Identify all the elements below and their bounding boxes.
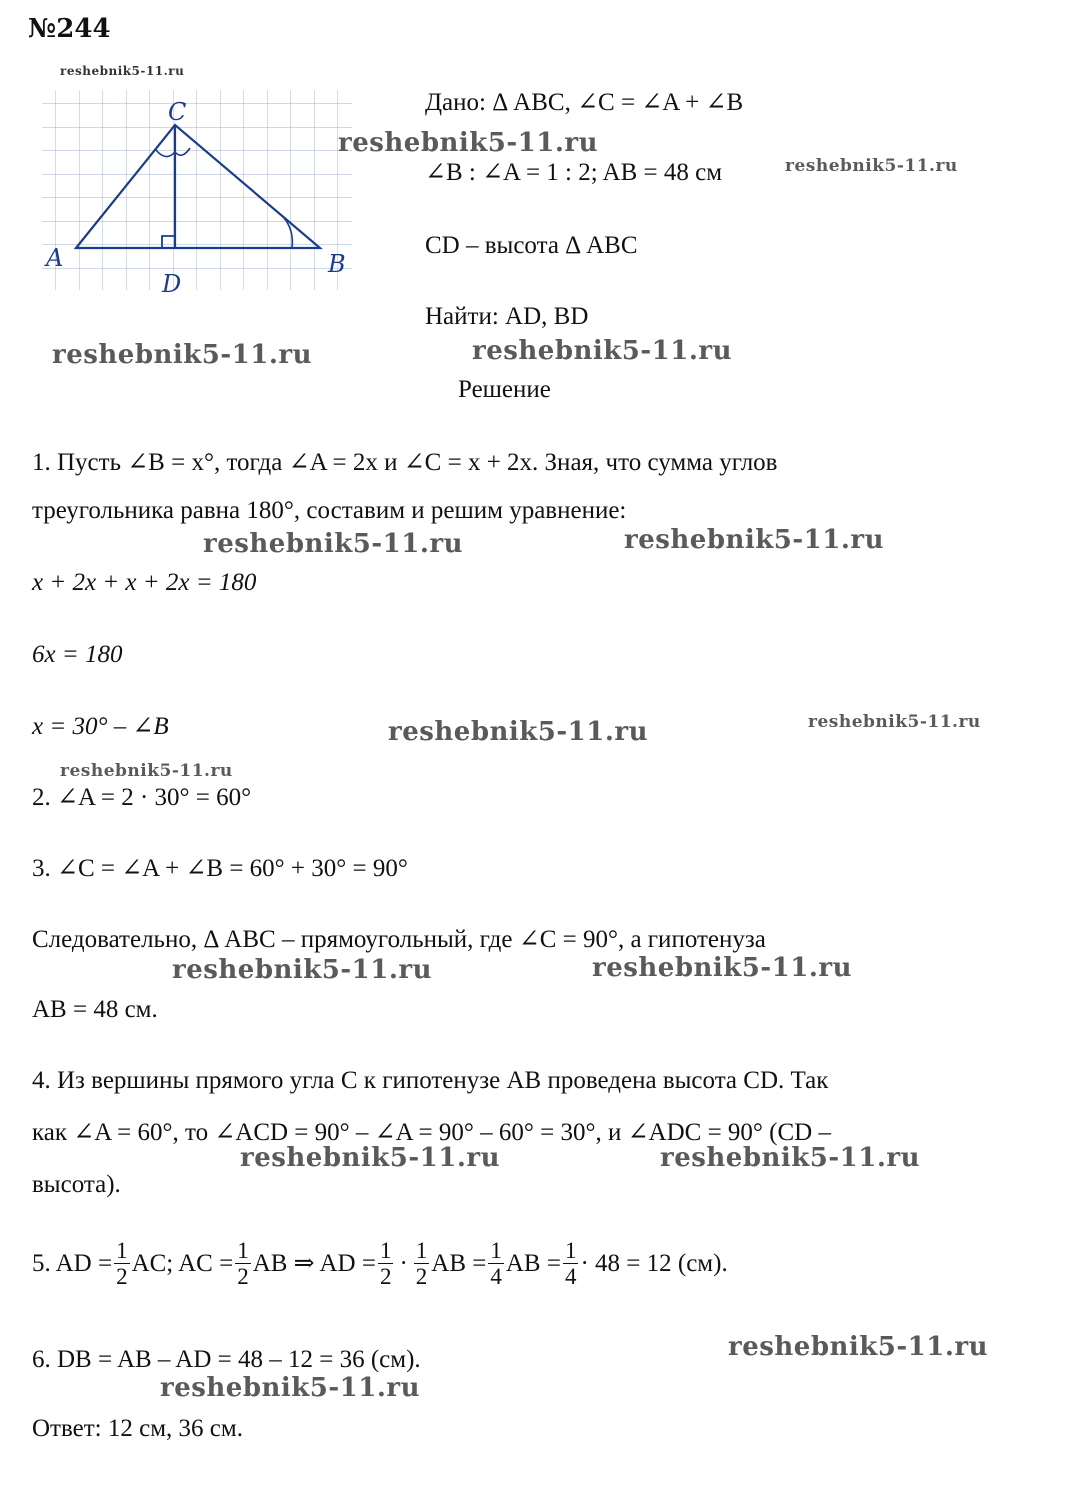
given-line-3: CD – высота Δ ABC [425, 232, 638, 259]
equation-3: x = 30° – ∠B [32, 713, 169, 740]
watermark: reshebnik5-11.ru [472, 336, 733, 366]
problem-number: №244 [28, 14, 111, 44]
step1-line1: 1. Пусть ∠B = x°, тогда ∠A = 2x и ∠C = x + 2x. Зная, что сумма углов [32, 449, 778, 476]
given-line-1: Дано: Δ ABC, ∠C = ∠A + ∠B [425, 89, 744, 116]
watermark: reshebnik5-11.ru [60, 761, 233, 781]
watermark: reshebnik5-11.ru [338, 128, 599, 158]
fraction-half: $\frac{1}{2}$ [116, 1238, 128, 1289]
step5-t3: · [399, 1249, 408, 1277]
step4-line2: как ∠A = 60°, то ∠ACD = 90° – ∠A = 90° – 60° = 30°, и ∠ADC = 90° (CD – [32, 1119, 831, 1146]
watermark: reshebnik5-11.ru [388, 717, 649, 747]
watermark: reshebnik5-11.ru [728, 1332, 989, 1362]
step1-line2: треугольника равна 180°, составим и решим уравнение: [32, 497, 627, 524]
step5-t6: · 48 = 12 (см). [580, 1249, 728, 1277]
step6: 6. DB = AB – AD = 48 – 12 = 36 (см). [32, 1346, 421, 1373]
watermark: reshebnik5-11.ru [808, 712, 981, 732]
watermark: reshebnik5-11.ru [240, 1143, 501, 1173]
step5-t1: AC; AC = [131, 1249, 234, 1277]
watermark: reshebnik5-11.ru [624, 525, 885, 555]
fraction-half: $\frac{1}{2}$ [415, 1238, 428, 1289]
solution-heading: Решение [458, 376, 551, 403]
label-c: C [168, 98, 187, 126]
label-d: D [162, 270, 182, 295]
given-line-2: ∠B : ∠A = 1 : 2; AB = 48 см [425, 159, 723, 186]
step5-prefix: 5. AD = [32, 1249, 113, 1277]
step2: 2. ∠A = 2 · 30° = 60° [32, 784, 252, 811]
find-line: Найти: AD, BD [425, 303, 589, 330]
watermark: reshebnik5-11.ru [160, 1373, 421, 1403]
fraction-quarter: $\frac{1}{4}$ [490, 1238, 502, 1289]
step4-line1: 4. Из вершины прямого угла C к гипотенузе AB проведена высота CD. Так [32, 1067, 829, 1094]
equation-1: x + 2x + x + 2x = 180 [32, 569, 257, 596]
step4-line3: высота). [32, 1171, 121, 1198]
triangle-figure [32, 80, 372, 295]
step3: 3. ∠C = ∠A + ∠B = 60° + 30° = 90° [32, 855, 408, 882]
watermark: reshebnik5-11.ru [785, 156, 958, 176]
answer: Ответ: 12 см, 36 см. [32, 1415, 243, 1442]
step5 [32, 1238, 728, 1289]
step5-t2: AB ⇒ AD = [252, 1249, 376, 1277]
fraction-half: $\frac{1}{2}$ [379, 1238, 392, 1289]
watermark: reshebnik5-11.ru [52, 340, 313, 370]
conclusion-line2: AB = 48 см. [32, 996, 158, 1023]
grid-paper [42, 90, 352, 290]
step5-t5: AB = [505, 1249, 561, 1277]
watermark: reshebnik5-11.ru [660, 1143, 921, 1173]
label-b: B [328, 250, 346, 278]
fraction-quarter: $\frac{1}{4}$ [564, 1238, 577, 1289]
watermark: reshebnik5-11.ru [60, 64, 185, 78]
conclusion-line1: Следовательно, Δ ABC – прямоугольный, где ∠C = 90°, а гипотенуза [32, 926, 766, 953]
watermark: reshebnik5-11.ru [203, 529, 464, 559]
label-a: A [46, 244, 64, 272]
equation-2: 6x = 180 [32, 641, 123, 668]
step5-t4: AB = [431, 1249, 487, 1277]
watermark: reshebnik5-11.ru [172, 955, 433, 985]
watermark: reshebnik5-11.ru [592, 953, 853, 983]
fraction-half: $\frac{1}{2}$ [237, 1238, 249, 1289]
